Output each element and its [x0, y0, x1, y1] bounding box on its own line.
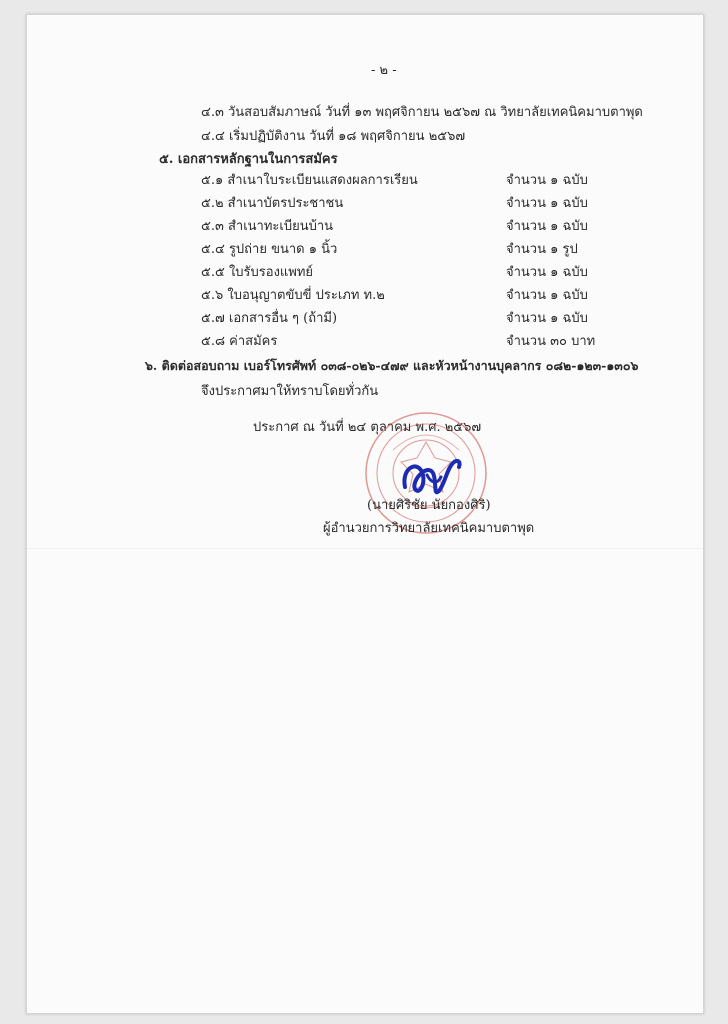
announcement-line: จึงประกาศมาให้ทราบโดยทั่วกัน: [201, 384, 379, 399]
announcement-date: ประกาศ ณ วันที่ ๒๔ ตุลาคม พ.ศ. ๒๕๖๗: [253, 420, 482, 435]
document-quantity: จำนวน ๑ ฉบับ: [506, 288, 588, 303]
document-quantity: จำนวน ๑ ฉบับ: [506, 196, 588, 211]
document-quantity: จำนวน ๑ ฉบับ: [506, 219, 588, 234]
document-quantity: จำนวน ๓๐ บาท: [506, 334, 596, 349]
document-label: ๕.๒ สำเนาบัตรประชาชน: [201, 196, 344, 211]
document-label: ๕.๖ ใบอนุญาตขับขี่ ประเภท ท.๒: [201, 288, 385, 303]
document-quantity: จำนวน ๑ ฉบับ: [506, 311, 588, 326]
document-label: ๕.๘ ค่าสมัคร: [201, 334, 278, 349]
signature-icon: [397, 445, 467, 505]
document-label: ๕.๑ สำเนาใบระเบียนแสดงผลการเรียน: [201, 173, 418, 188]
document-quantity: จำนวน ๑ ฉบับ: [506, 173, 588, 188]
signer-name: (นายศิริชัย นัยกองศิริ): [367, 498, 491, 513]
document-label: ๕.๕ ใบรับรองแพทย์: [201, 265, 314, 280]
document-label: ๕.๔ รูปถ่าย ขนาด ๑ นิ้ว: [201, 242, 338, 257]
item-4-3: ๔.๓ วันสอบสัมภาษณ์ วันที่ ๑๓ พฤศจิกายน ๒๕๖๗ ณ วิทยาลัยเทคนิคมาบตาพุด: [201, 105, 643, 120]
document-quantity: จำนวน ๑ ฉบับ: [506, 265, 588, 280]
page-number: - ๒ -: [371, 63, 397, 78]
section-5-heading: ๕. เอกสารหลักฐานในการสมัคร: [159, 152, 338, 167]
document-label: ๕.๗ เอกสารอื่น ๆ (ถ้ามี): [201, 311, 338, 326]
document-quantity: จำนวน ๑ รูป: [506, 242, 578, 257]
document-page: [26, 14, 704, 1014]
signer-position: ผู้อำนวยการวิทยาลัยเทคนิคมาบตาพุด: [323, 521, 535, 536]
section-6-contact: ๖. ติดต่อสอบถาม เบอร์โทรศัพท์ ๐๓๘-๐๒๖-๔๗๙ และหัวหน้างานบุคลากร ๐๘๒-๑๒๓-๑๓๐๖: [145, 358, 639, 373]
document-label: ๕.๓ สำเนาทะเบียนบ้าน: [201, 219, 334, 234]
item-4-4: ๔.๔ เริ่มปฏิบัติงาน วันที่ ๑๘ พฤศจิกายน ๒๕๖๗: [201, 129, 466, 144]
scan-artifact-line: [27, 548, 703, 549]
